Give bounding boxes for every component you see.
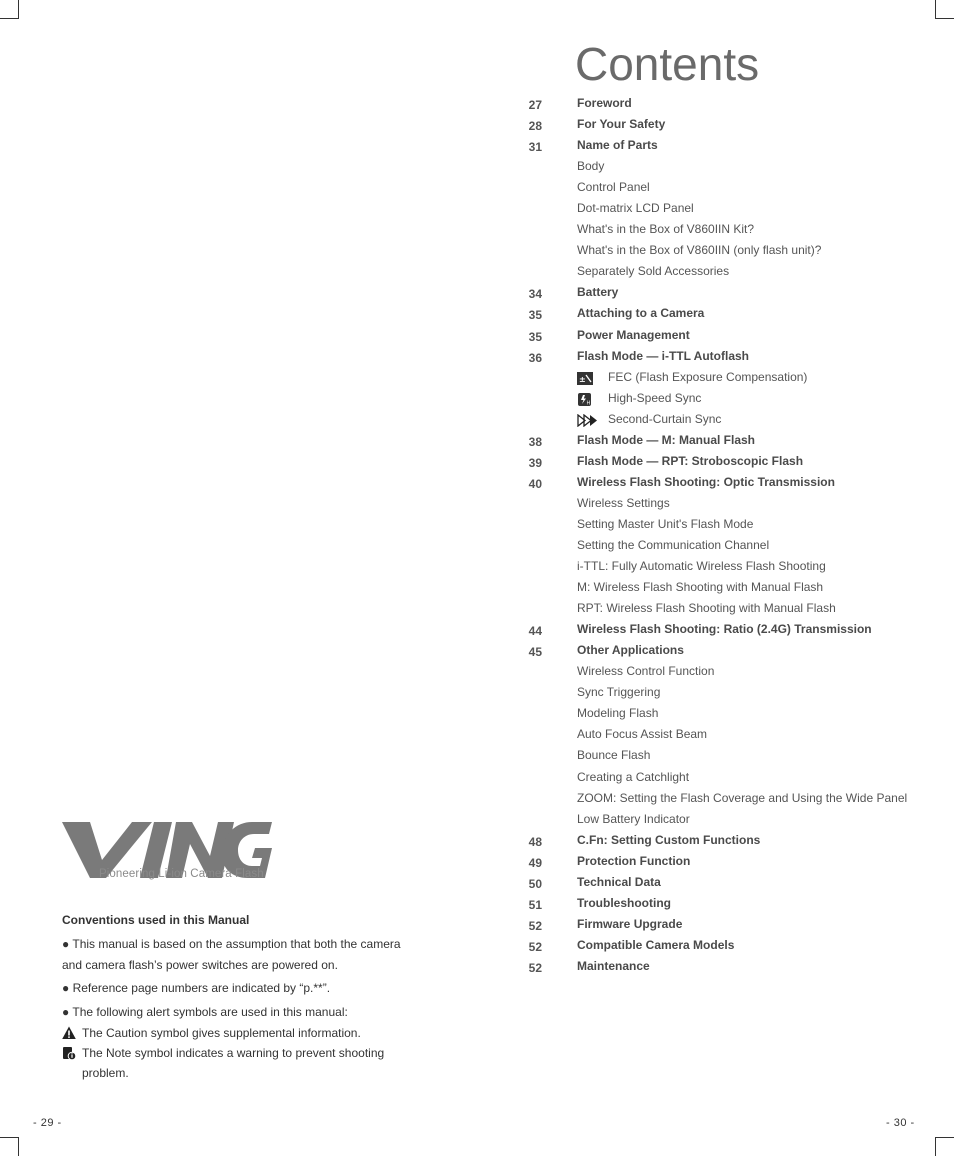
toc-entry	[520, 93, 950, 114]
crop-mark-bottom-right	[935, 1137, 954, 1156]
caution-line	[62, 1023, 422, 1043]
toc-page-number: 52	[528, 918, 542, 933]
caution-text: The Caution symbol gives supplemental information.	[82, 1026, 361, 1040]
crop-mark-top-left	[0, 0, 19, 19]
toc-page-number: 35	[528, 329, 542, 344]
toc-subentry	[520, 409, 950, 430]
toc-page-number: 40	[528, 476, 542, 491]
svg-text:±: ±	[579, 374, 586, 384]
toc-subentry	[520, 388, 950, 409]
note-icon	[62, 1046, 76, 1060]
toc-title: Flash Mode — M: Manual Flash	[577, 432, 756, 447]
toc-page-number: 35	[528, 308, 542, 323]
toc-title: Setting Master Unit's Flash Mode	[577, 516, 754, 531]
toc-subentry	[520, 367, 950, 388]
toc-title: Compatible Camera Models	[577, 937, 735, 952]
toc-title: Control Panel	[577, 180, 650, 195]
toc-title: Firmware Upgrade	[577, 916, 683, 931]
toc-entry	[520, 430, 950, 451]
logo-tagline: Pioneering Li-ion Camera Flash	[99, 868, 264, 880]
toc-subentry	[520, 809, 950, 830]
toc-page-number: 39	[528, 455, 542, 470]
toc-page-number: 44	[528, 624, 542, 639]
toc-entry	[520, 956, 950, 977]
toc-subentry	[520, 219, 950, 240]
toc-entry	[520, 451, 950, 472]
toc-title: Wireless Flash Shooting: Optic Transmission	[577, 474, 835, 489]
toc-title: Sync Triggering	[577, 685, 661, 700]
toc-title: Body	[577, 159, 605, 174]
toc-title: What's in the Box of V860IIN (only flash unit)?	[577, 243, 822, 258]
toc-entry	[520, 935, 950, 956]
toc-title: Flash Mode — i-TTL Autoflash	[577, 348, 749, 363]
toc-subentry	[520, 261, 950, 282]
toc-subentry	[520, 788, 950, 809]
toc-subentry	[520, 745, 950, 766]
table-of-contents	[520, 93, 950, 977]
toc-title: Modeling Flash	[577, 706, 659, 721]
note-text: The Note symbol indicates a warning to prevent shooting problem.	[82, 1046, 385, 1080]
toc-entry	[520, 472, 950, 493]
toc-title: Protection Function	[577, 853, 691, 868]
conventions-bullet: ● The following alert symbols are used in this manual:	[62, 1005, 348, 1019]
toc-title: i-TTL: Fully Automatic Wireless Flash Shooting	[577, 559, 826, 574]
toc-title: Setting the Communication Channel	[577, 537, 770, 552]
toc-subentry	[520, 177, 950, 198]
toc-page-number: 49	[528, 855, 542, 870]
toc-subentry	[520, 493, 950, 514]
toc-entry	[520, 135, 950, 156]
toc-title: Wireless Control Function	[577, 664, 715, 679]
toc-title: Second-Curtain Sync	[608, 411, 722, 426]
toc-title: Maintenance	[577, 958, 650, 973]
toc-entry	[520, 893, 950, 914]
toc-title: Battery	[577, 285, 619, 300]
high-speed-sync-icon	[577, 393, 593, 406]
toc-title: Low Battery Indicator	[577, 811, 690, 826]
toc-subentry	[520, 598, 950, 619]
toc-subentry	[520, 556, 950, 577]
toc-subentry	[520, 577, 950, 598]
toc-entry	[520, 346, 950, 367]
toc-title: Power Management	[577, 327, 690, 342]
toc-title: Creating a Catchlight	[577, 769, 690, 784]
toc-title: Dot-matrix LCD Panel	[577, 201, 694, 216]
toc-page-number: 52	[528, 939, 542, 954]
toc-subentry	[520, 240, 950, 261]
toc-page-number: 50	[528, 876, 542, 891]
second-curtain-sync-icon	[577, 414, 593, 427]
toc-entry	[520, 282, 950, 303]
toc-title: Wireless Flash Shooting: Ratio (2.4G) Transmission	[577, 622, 872, 637]
toc-page-number: 51	[528, 897, 542, 912]
toc-subentry	[520, 661, 950, 682]
toc-page-number: 27	[528, 98, 542, 112]
toc-title: Technical Data	[577, 874, 661, 889]
toc-title: Separately Sold Accessories	[577, 264, 730, 279]
toc-page-number: 28	[528, 119, 542, 134]
toc-page-number: 45	[528, 645, 542, 660]
toc-title: RPT: Wireless Flash Shooting with Manual Flash	[577, 601, 836, 616]
conventions-section	[62, 912, 422, 1083]
toc-entry	[520, 830, 950, 851]
page-number-right: - 30 -	[886, 1117, 915, 1129]
toc-subentry	[520, 767, 950, 788]
crop-mark-bottom-left	[0, 1137, 19, 1156]
toc-entry	[520, 640, 950, 661]
conventions-heading: Conventions used in this Manual	[62, 913, 250, 927]
toc-page-number: 31	[528, 140, 542, 155]
toc-title: Auto Focus Assist Beam	[577, 727, 708, 742]
toc-subentry	[520, 682, 950, 703]
toc-page-number: 48	[528, 834, 542, 849]
toc-subentry	[520, 514, 950, 535]
note-line	[62, 1043, 422, 1083]
toc-entry	[520, 325, 950, 346]
toc-title: Troubleshooting	[577, 895, 671, 910]
toc-title: For Your Safety	[577, 117, 666, 132]
toc-page-number: 52	[528, 960, 542, 975]
toc-subentry	[520, 703, 950, 724]
toc-title: Bounce Flash	[577, 748, 651, 763]
toc-title: FEC (Flash Exposure Compensation)	[608, 369, 808, 384]
toc-entry	[520, 851, 950, 872]
page-number-left: - 29 -	[33, 1117, 62, 1129]
conventions-bullet: ● Reference page numbers are indicated by “p.**”.	[62, 981, 331, 995]
toc-subentry	[520, 535, 950, 556]
fec-icon	[577, 372, 593, 385]
toc-page-number: 34	[528, 287, 542, 302]
toc-entry	[520, 619, 950, 640]
toc-page-number: 36	[528, 350, 542, 365]
toc-entry	[520, 114, 950, 135]
toc-title: What's in the Box of V860IIN Kit?	[577, 222, 755, 237]
toc-title: C.Fn: Setting Custom Functions	[577, 832, 761, 847]
toc-subentry	[520, 198, 950, 219]
svg-text:H: H	[586, 400, 591, 406]
conventions-bullet: ● This manual is based on the assumption that both the camera and camera flash’s power switches are powered on.	[62, 937, 401, 972]
toc-title: M: Wireless Flash Shooting with Manual Flash	[577, 580, 824, 595]
caution-icon	[62, 1026, 76, 1040]
toc-subentry	[520, 724, 950, 745]
contents-title: Contents	[575, 38, 760, 90]
toc-title: Attaching to a Camera	[577, 306, 705, 321]
toc-title: Foreword	[577, 96, 632, 110]
toc-title: ZOOM: Setting the Flash Coverage and Using the Wide Panel	[577, 790, 908, 805]
toc-title: Other Applications	[577, 643, 684, 658]
toc-title: Name of Parts	[577, 138, 658, 153]
toc-entry	[520, 872, 950, 893]
crop-mark-top-right	[935, 0, 954, 19]
toc-title: Flash Mode — RPT: Stroboscopic Flash	[577, 453, 804, 468]
toc-title: High-Speed Sync	[608, 390, 702, 405]
toc-entry	[520, 303, 950, 324]
toc-page-number: 38	[528, 434, 542, 449]
toc-entry	[520, 914, 950, 935]
toc-title: Wireless Settings	[577, 495, 670, 510]
toc-subentry	[520, 156, 950, 177]
